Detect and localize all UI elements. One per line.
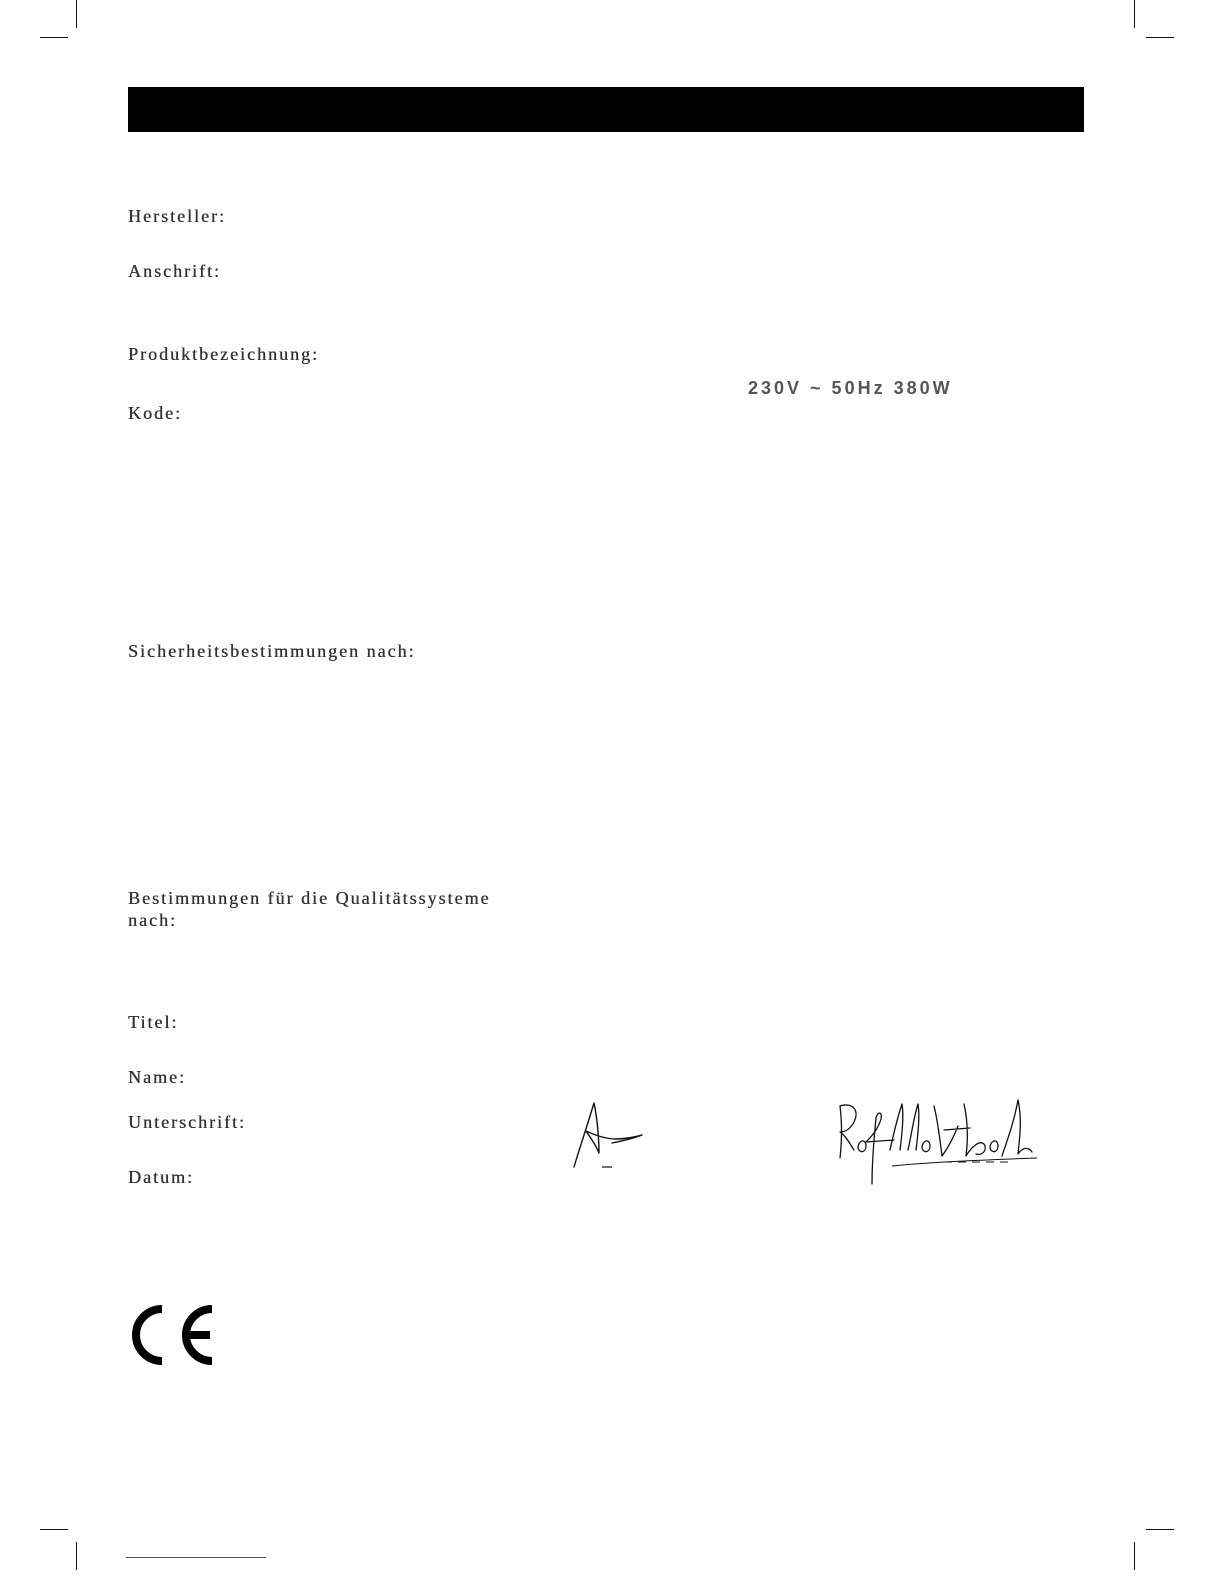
sicherheitsbestimmungen-label: Sicherheitsbestimmungen nach: [128, 641, 416, 661]
qualitaetssysteme-label: Bestimmungen für die Qualitätssysteme nach: [128, 888, 491, 930]
titel-label: Titel: [128, 1012, 179, 1032]
crop-mark [76, 1542, 77, 1570]
produktbezeichnung-label: Produktbezeichnung: [128, 344, 319, 364]
hersteller-label: Hersteller: [128, 206, 226, 226]
crop-mark [40, 1529, 68, 1530]
anschrift-label: Anschrift: [128, 261, 221, 281]
ce-mark-icon [128, 1303, 218, 1367]
crop-mark [1134, 0, 1135, 28]
crop-mark [1146, 1529, 1174, 1530]
crop-mark [40, 37, 68, 38]
signature-1-icon [568, 1095, 653, 1175]
datum-label: Datum: [128, 1167, 194, 1187]
crop-mark [1134, 1542, 1135, 1570]
kode-label: Kode: [128, 403, 182, 423]
crop-mark [1146, 37, 1174, 38]
signature-2-icon [832, 1092, 1042, 1187]
footer-link-underline [126, 1557, 266, 1558]
header-bar [128, 87, 1084, 132]
crop-mark [76, 0, 77, 28]
product-rating: 230V ~ 50Hz 380W [748, 378, 953, 398]
name-label: Name: [128, 1067, 186, 1087]
unterschrift-label: Unterschrift: [128, 1112, 246, 1132]
